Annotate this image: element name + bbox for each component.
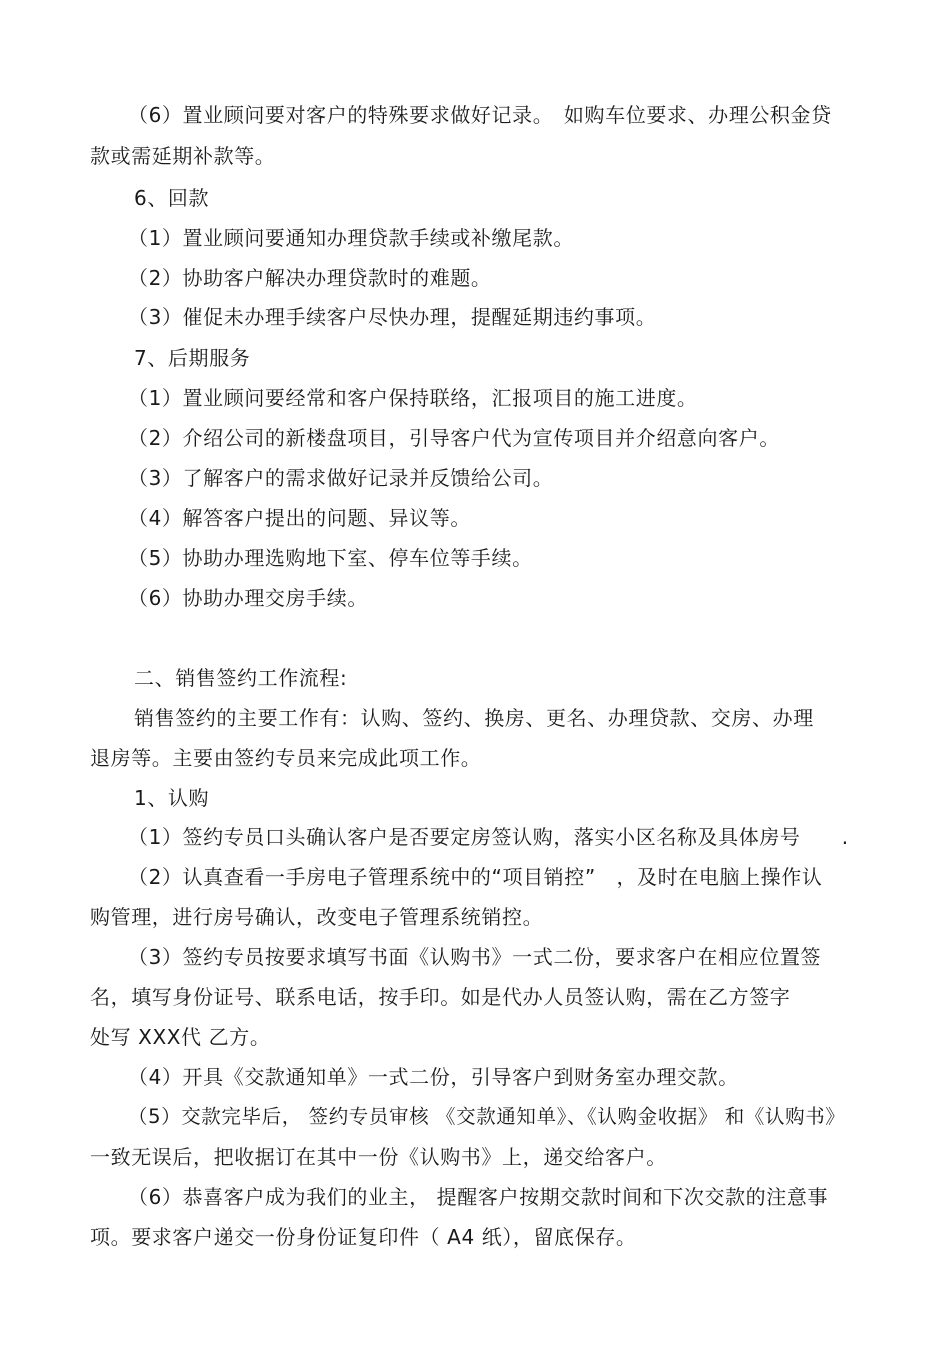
subscription-item-4: （4）开具《交款通知单》一式二份，引导客户到财务室办理交款。 xyxy=(128,1065,739,1089)
section-heading-after-sales: 7、后期服务 xyxy=(134,346,251,370)
after-sales-item-2: （2）介绍公司的新楼盘项目，引导客户代为宣传项目并介绍意向客户。 xyxy=(128,426,780,450)
after-sales-item-1: （1）置业顾问要经常和客户保持联络，汇报项目的施工进度。 xyxy=(128,386,698,410)
signing-intro-paragraph: 销售签约的主要工作有：认购、签约、换房、更名、办理贷款、交房、办理 xyxy=(134,706,814,730)
after-sales-item-3: （3）了解客户的需求做好记录并反馈给公司。 xyxy=(128,466,554,490)
section-heading-subscription: 1、认购 xyxy=(134,786,210,810)
subscription-item-3-continuation-a: 名，填写身份证号、联系电话，按手印。如是代办人员签认购，需在乙方签字 xyxy=(90,985,791,1009)
subscription-item-2: （2）认真查看一手房电子管理系统中的“项目销控” ，及时在电脑上操作认 xyxy=(128,865,823,889)
chapter-heading-signing-workflow: 二、销售签约工作流程: xyxy=(134,666,348,690)
payment-item-3: （3）催促未办理手续客户尽快办理，提醒延期违约事项。 xyxy=(128,305,657,329)
after-sales-item-6: （6）协助办理交房手续。 xyxy=(128,586,368,610)
item-6-continuation: 款或需延期补款等。 xyxy=(90,144,276,168)
subscription-item-5: （5）交款完毕后， 签约专员审核 《交款通知单》、《认购金收据》 和《认购书》 xyxy=(128,1105,846,1128)
subscription-item-2-continuation: 购管理，进行房号确认，改变电子管理系统销控。 xyxy=(90,905,544,929)
payment-item-1: （1）置业顾问要通知办理贷款手续或补缴尾款。 xyxy=(128,226,574,250)
subscription-item-3-continuation-b: 处写 XXX代 乙方。 xyxy=(90,1025,271,1049)
item-6-special-requests: （6）置业顾问要对客户的特殊要求做好记录。 如购车位要求、办理公积金贷 xyxy=(128,103,832,127)
subscription-item-3: （3）签约专员按要求填写书面《认购书》一式二份，要求客户在相应位置签 xyxy=(128,945,822,969)
payment-item-2: （2）协助客户解决办理贷款时的难题。 xyxy=(128,266,492,290)
after-sales-item-5: （5）协助办理选购地下室、停车位等手续。 xyxy=(128,546,533,570)
subscription-item-5-continuation: 一致无误后，把收据订在其中一份《认购书》上，递交给客户。 xyxy=(90,1145,667,1169)
signing-intro-continuation: 退房等。主要由签约专员来完成此项工作。 xyxy=(90,746,482,770)
subscription-item-6-continuation: 项。要求客户递交一份身份证复印件（ A4 纸），留底保存。 xyxy=(90,1225,637,1249)
subscription-item-1: （1）签约专员口头确认客户是否要定房签认购，落实小区名称及具体房号 . xyxy=(128,825,849,849)
after-sales-item-4: （4）解答客户提出的问题、异议等。 xyxy=(128,506,471,530)
subscription-item-6: （6）恭喜客户成为我们的业主， 提醒客户按期交款时间和下次交款的注意事 xyxy=(128,1185,829,1209)
section-heading-payment: 6、回款 xyxy=(134,186,210,210)
